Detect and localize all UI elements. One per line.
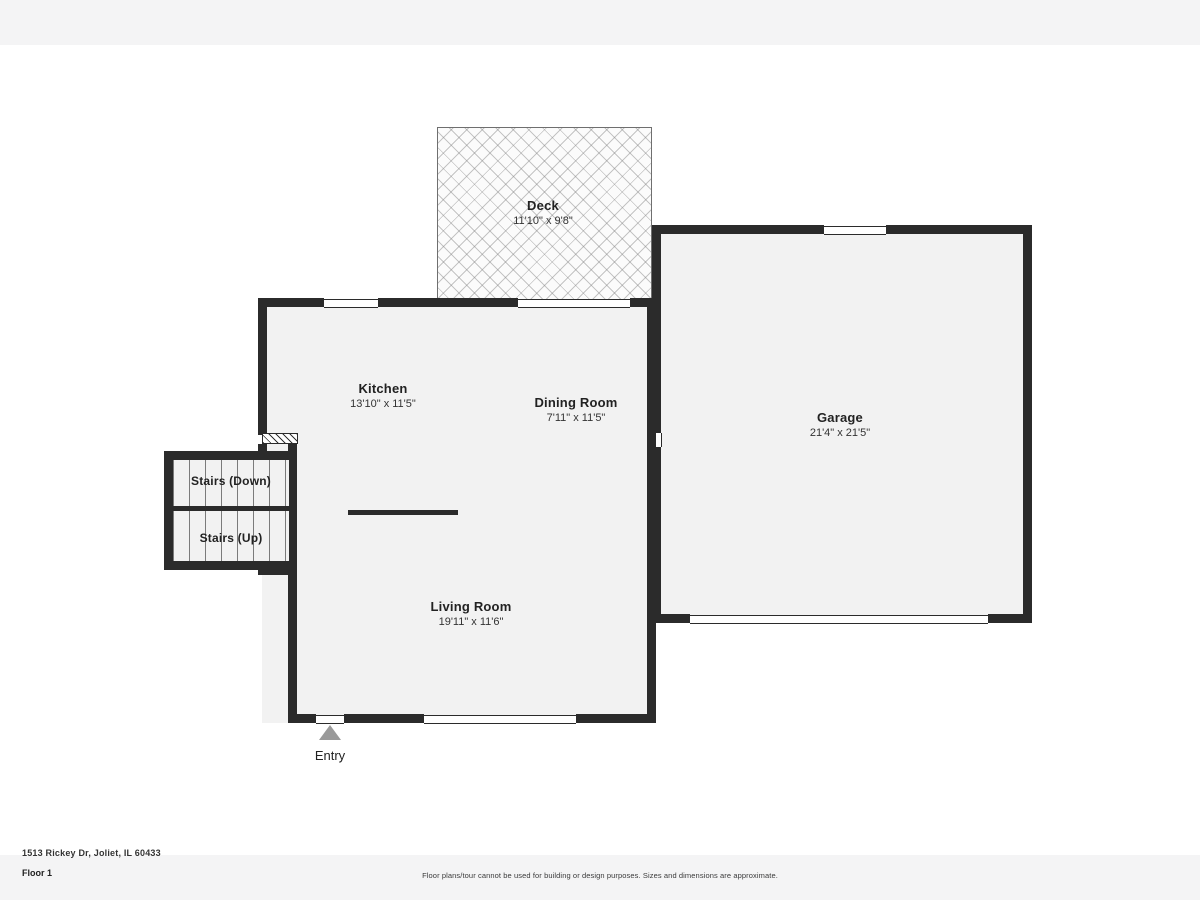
garage-wall-bottom-right xyxy=(988,614,1032,623)
stairs-wall-bottom xyxy=(164,561,297,570)
room-label-kitchen xyxy=(283,381,483,412)
living-wall-bottom-mid xyxy=(344,714,424,723)
kitchen-wall-top-mid xyxy=(378,298,518,307)
floor-label: Floor 1 xyxy=(22,868,53,878)
room-name-living: Living Room xyxy=(430,599,512,614)
entry-label: Entry xyxy=(314,748,346,763)
room-dims-kitchen: 13'10" x 11'5" xyxy=(350,398,416,410)
room-name-dining: Dining Room xyxy=(534,395,618,410)
room-dims-living: 19'11" x 11'6" xyxy=(438,616,504,628)
floorplan-drawing xyxy=(0,45,1200,855)
page-sheet xyxy=(0,45,1200,880)
garage-wall-right xyxy=(1023,225,1032,623)
dining-deck-door xyxy=(518,299,630,308)
house-wall-left-upper xyxy=(258,298,267,435)
room-label-living xyxy=(371,599,571,630)
stairs-wall-top xyxy=(164,451,292,460)
interior-partition xyxy=(348,510,458,515)
room-label-deck xyxy=(443,198,643,229)
kitchen-wall-top-left xyxy=(258,298,324,307)
room-dims-dining: 7'11" x 11'5" xyxy=(546,412,606,424)
garage-window-top xyxy=(824,226,886,235)
entry-door xyxy=(316,715,344,724)
kitchen-window-top xyxy=(324,299,378,308)
feature-label-stairs-up xyxy=(146,530,316,546)
living-wall-bottom-left xyxy=(288,714,316,723)
room-label-dining xyxy=(476,395,676,426)
house-wall-right xyxy=(647,298,656,723)
stairs-landing-hatch xyxy=(262,433,298,444)
feature-label-stairs-down xyxy=(146,473,316,489)
room-dims-deck: 11'10" x 9'8" xyxy=(513,215,573,227)
room-dims-garage: 21'4" x 21'5" xyxy=(809,427,871,439)
living-wall-bottom-right xyxy=(576,714,656,723)
feature-name-stairs-up: Stairs (Up) xyxy=(199,531,263,545)
room-name-kitchen: Kitchen xyxy=(358,381,408,396)
property-address: 1513 Rickey Dr, Joliet, IL 60433 xyxy=(22,848,161,858)
living-window-bottom xyxy=(424,715,576,724)
disclaimer-text: Floor plans/tour cannot be used for building or design purposes. Sizes and dimensions are approximate. xyxy=(422,871,778,880)
house-wall-left-lower xyxy=(288,566,297,723)
garage-door xyxy=(690,615,988,624)
room-label-garage xyxy=(740,410,940,441)
feature-name-stairs-down: Stairs (Down) xyxy=(191,474,271,488)
garage-wall-top-left xyxy=(652,225,824,234)
garage-wall-top-right xyxy=(886,225,1032,234)
room-name-garage: Garage xyxy=(816,410,863,425)
room-name-deck: Deck xyxy=(527,198,559,213)
entry-arrow-icon xyxy=(319,725,341,740)
